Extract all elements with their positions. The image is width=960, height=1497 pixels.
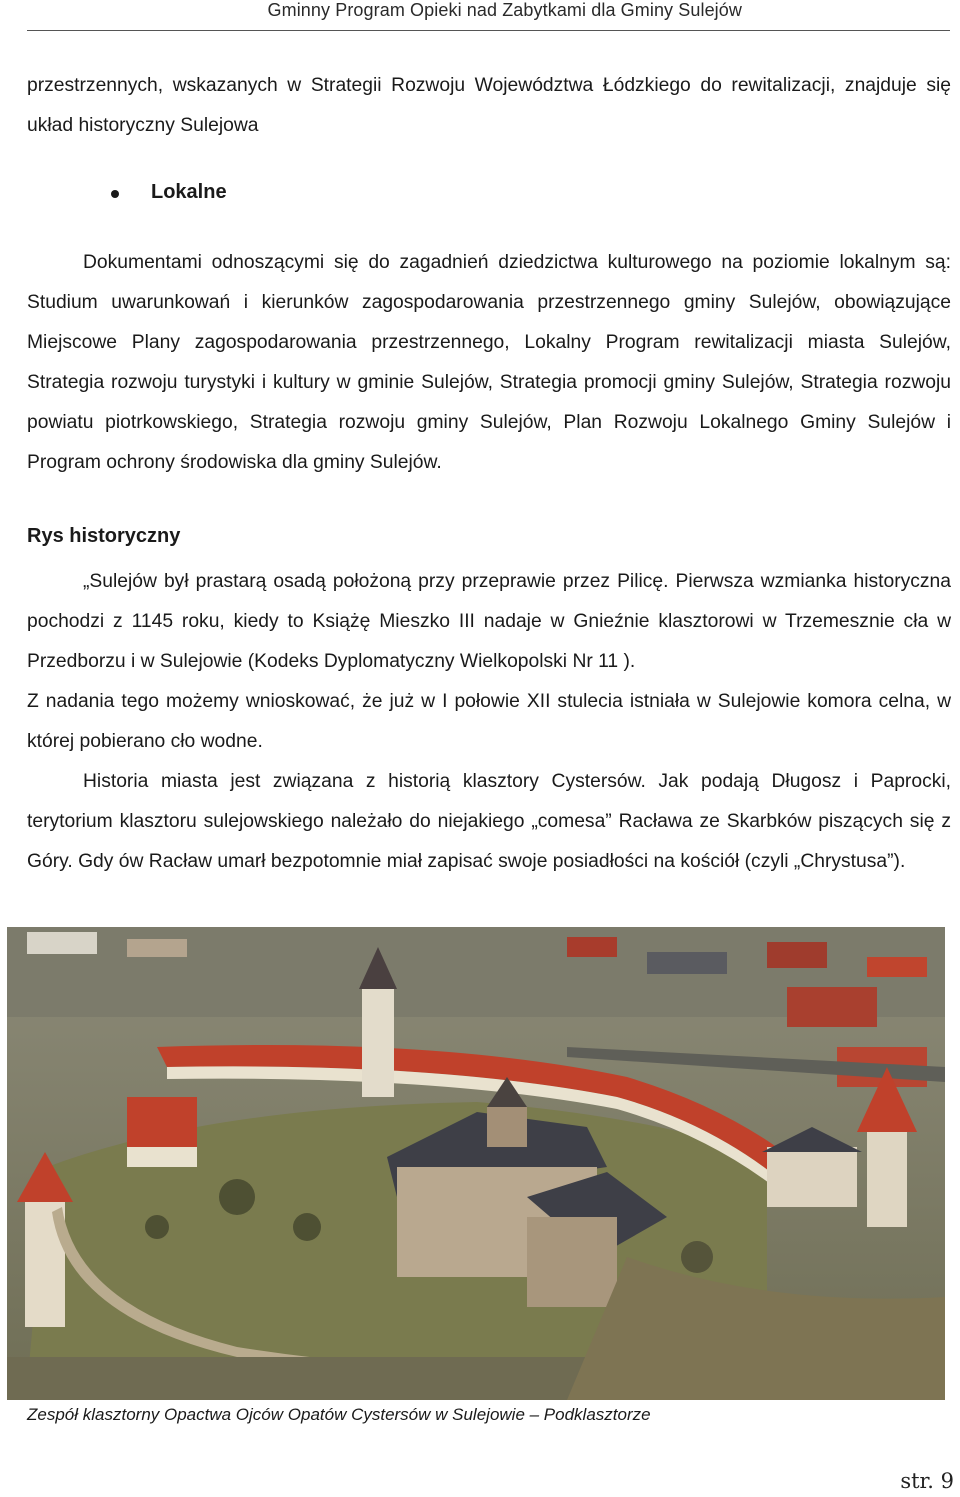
- history-paragraph-2: Z nadania tego możemy wnioskować, że już w I połowie XII stulecia istniała w Sulejowie komora celna, w której pobierano cło wodne.: [27, 691, 951, 752]
- page-number: str. 9: [900, 1469, 954, 1493]
- running-header: Gminny Program Opieki nad Zabytkami dla Gminy Sulejów: [267, 0, 742, 20]
- local-documents-paragraph: [27, 243, 951, 483]
- header-divider: [27, 30, 950, 31]
- bullet-icon: [111, 190, 119, 198]
- intro-paragraph: przestrzennych, wskazanych w Strategii Rozwoju Województwa Łódzkiego do rewitalizacji, znajduje się układ historyczny Sulejowa: [27, 75, 951, 136]
- history-text-3: Historia miasta jest związana z historią klasztory Cystersów. Jak podają Długosz i Paprocki, terytorium klasztoru sulejowskiego należało do niejakiego „comesa” Racława ze Skarbków piszących się z Góry. Gdy ów Racław umarł bezpotomnie miał zapisać swoje posiadłości na kościół (czyli „Chrystusa”).: [27, 771, 951, 872]
- monastery-aerial-photo: [7, 927, 945, 1400]
- history-paragraph-1: [27, 562, 951, 682]
- local-documents-text: Dokumentami odnoszącymi się do zagadnień dziedzictwa kulturowego na poziomie lokalnym są: Studium uwarunkowań i kierunków zagospodarowania przestrzennego gminy Sulejów, obowiązujące Miejscowe Plany zagospodarowania przestrzennego, Lokalny Program rewitalizacji miasta Sulejów, Strategia rozwoju turystyki i kultury w gminie Sulejów, Strategia promocji gminy Sulejów, Strategia rozwoju powiatu piotrkowskiego, Strategia rozwoju gminy Sulejów, Plan Rozwoju Lokalnego Gminy Sulejów i Program ochrony środowiska dla gminy Sulejów.: [27, 252, 951, 473]
- history-paragraph-3: [27, 762, 951, 882]
- history-text-1: „Sulejów był prastarą osadą położoną przy przeprawie przez Pilicę. Pierwsza wzmianka historyczna pochodzi z 1145 roku, kiedy to Książę Mieszko III nadaje w Gnieźnie klasztorowi w Trzemesznie cła w Przedborzu i w Sulejowie (Kodeks Dyplomatyczny Wielkopolski Nr 11 ).: [27, 571, 951, 672]
- section-heading: Rys historyczny: [27, 525, 181, 547]
- bullet-label: Lokalne: [151, 181, 227, 203]
- photo-caption: Zespół klasztorny Opactwa Ojców Opatów Cystersów w Sulejowie – Podklasztorze: [27, 1405, 651, 1424]
